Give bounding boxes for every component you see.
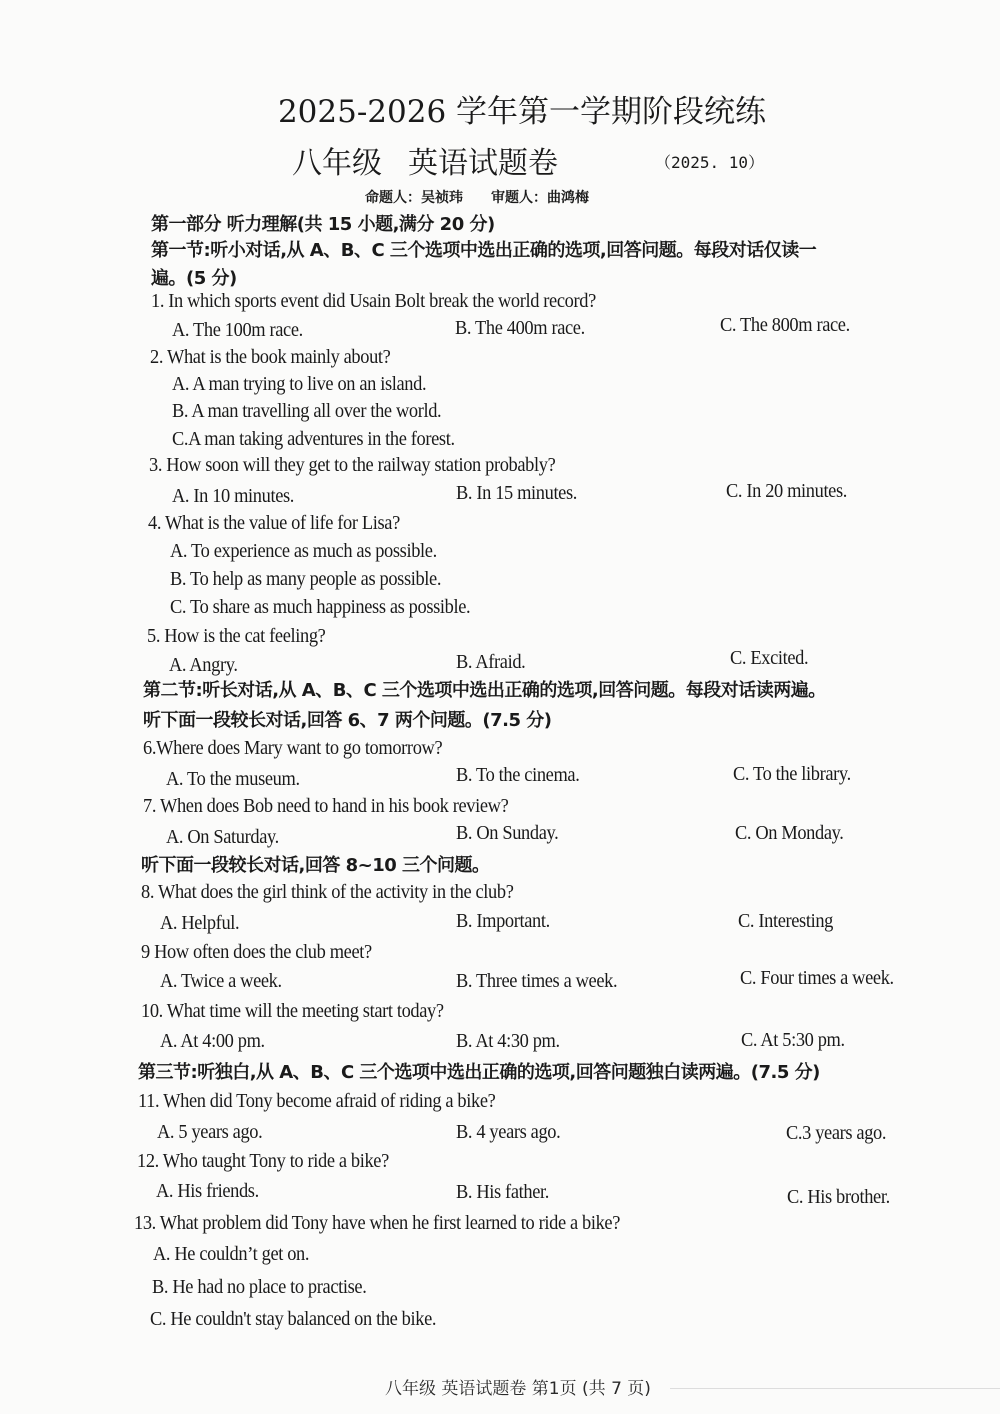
exam-date: （2025. 10） — [655, 153, 765, 172]
question-8: 8. What does the girl think of the activity in the club? — [141, 881, 514, 903]
q6-option-a: A. To the museum. — [166, 768, 300, 790]
q7-option-c: C. On Monday. — [735, 822, 844, 844]
subject-label: 英语试题卷 — [408, 146, 558, 181]
q1-option-a: A. The 100m race. — [172, 319, 303, 341]
authors-line — [365, 187, 589, 207]
question-11: 11. When did Tony become afraid of riding a bike? — [138, 1090, 496, 1112]
q8-option-b: B. Important. — [456, 910, 550, 932]
q4-option-b: B. To help as many people as possible. — [170, 568, 442, 590]
q10-option-b: B. At 4:30 pm. — [456, 1030, 560, 1052]
question-6: 6.Where does Mary want to go tomorrow? — [143, 737, 443, 759]
section2-sub2: 听下面一段较长对话,回答 8~10 三个问题。 — [141, 855, 490, 876]
q7-option-a: A. On Saturday. — [166, 826, 279, 848]
q1-option-b: B. The 400m race. — [455, 317, 585, 339]
setter: 命题人：吴祯玮 — [365, 190, 463, 206]
q1-option-c: C. The 800m race. — [720, 314, 850, 336]
question-12: 12. Who taught Tony to ride a bike? — [137, 1150, 389, 1172]
question-3: 3. How soon will they get to the railway station probably? — [149, 454, 556, 476]
section1-instruction: 第一节:听小对话,从 A、B、C 三个选项中选出正确的选项,回答问题。每段对话仅读一 — [151, 240, 817, 261]
question-4: 4. What is the value of life for Lisa? — [148, 512, 400, 534]
question-10: 10. What time will the meeting start today? — [141, 1000, 444, 1022]
q6-option-b: B. To the cinema. — [456, 764, 580, 786]
exam-title: 2025-2026 学年第一学期阶段统练 — [277, 94, 767, 130]
q13-option-b: B. He had no place to practise. — [152, 1276, 367, 1298]
q3-option-c: C. In 20 minutes. — [726, 480, 848, 502]
question-9: 9 How often does the club meet? — [141, 941, 372, 963]
footer-divider — [670, 1388, 1000, 1389]
q8-option-a: A. Helpful. — [160, 912, 240, 934]
exam-subtitle — [292, 138, 558, 182]
question-1: 1. In which sports event did Usain Bolt break the world record? — [151, 290, 596, 312]
page-footer: 八年级 英语试题卷 第1页 (共 7 页) — [385, 1379, 651, 1399]
q4-option-a: A. To experience as much as possible. — [170, 540, 437, 562]
q13-option-a: A. He couldn’t get on. — [153, 1243, 310, 1265]
question-5: 5. How is the cat feeling? — [147, 625, 326, 647]
q9-option-b: B. Three times a week. — [456, 970, 618, 992]
question-7: 7. When does Bob need to hand in his book review? — [143, 795, 509, 817]
section1-instruction-cont: 遍。(5 分) — [151, 268, 237, 289]
q12-option-c: C. His brother. — [787, 1186, 890, 1208]
q3-option-a: A. In 10 minutes. — [172, 485, 295, 507]
question-2: 2. What is the book mainly about? — [150, 346, 391, 368]
q8-option-c: C. Interesting — [738, 910, 834, 932]
q11-option-c: C.3 years ago. — [786, 1122, 887, 1144]
section3-instruction: 第三节:听独白,从 A、B、C 三个选项中选出正确的选项,回答问题独白读两遍。(7.5 分) — [138, 1062, 820, 1083]
q12-option-a: A. His friends. — [156, 1180, 259, 1202]
grade-label: 八年级 — [292, 146, 382, 181]
reviewer: 审题人：曲鸿梅 — [491, 190, 589, 206]
q3-option-b: B. In 15 minutes. — [456, 482, 578, 504]
q4-option-c: C. To share as much happiness as possible. — [170, 596, 471, 618]
q11-option-a: A. 5 years ago. — [157, 1121, 263, 1143]
q6-option-c: C. To the library. — [733, 763, 851, 785]
q5-option-b: B. Afraid. — [456, 651, 526, 673]
q5-option-a: A. Angry. — [169, 654, 238, 676]
q13-option-c: C. He couldn't stay balanced on the bike. — [150, 1308, 437, 1330]
q2-option-b: B. A man travelling all over the world. — [172, 400, 442, 422]
q5-option-c: C. Excited. — [730, 647, 809, 669]
section2-sub1: 听下面一段较长对话,回答 6、7 两个问题。(7.5 分) — [143, 710, 552, 731]
q11-option-b: B. 4 years ago. — [456, 1121, 561, 1143]
q12-option-b: B. His father. — [456, 1181, 549, 1203]
q9-option-a: A. Twice a week. — [160, 970, 282, 992]
section2-instruction: 第二节:听长对话,从 A、B、C 三个选项中选出正确的选项,回答问题。每段对话读两遍。 — [143, 680, 826, 701]
question-13: 13. What problem did Tony have when he first learned to ride a bike? — [134, 1212, 621, 1234]
q10-option-c: C. At 5:30 pm. — [741, 1029, 845, 1051]
q2-option-c: C.A man taking adventures in the forest. — [172, 428, 455, 450]
q2-option-a: A. A man trying to live on an island. — [172, 373, 427, 395]
q7-option-b: B. On Sunday. — [456, 822, 559, 844]
q9-option-c: C. Four times a week. — [740, 967, 894, 989]
q10-option-a: A. At 4:00 pm. — [160, 1030, 265, 1052]
part1-heading: 第一部分 听力理解(共 15 小题,满分 20 分) — [151, 214, 495, 235]
